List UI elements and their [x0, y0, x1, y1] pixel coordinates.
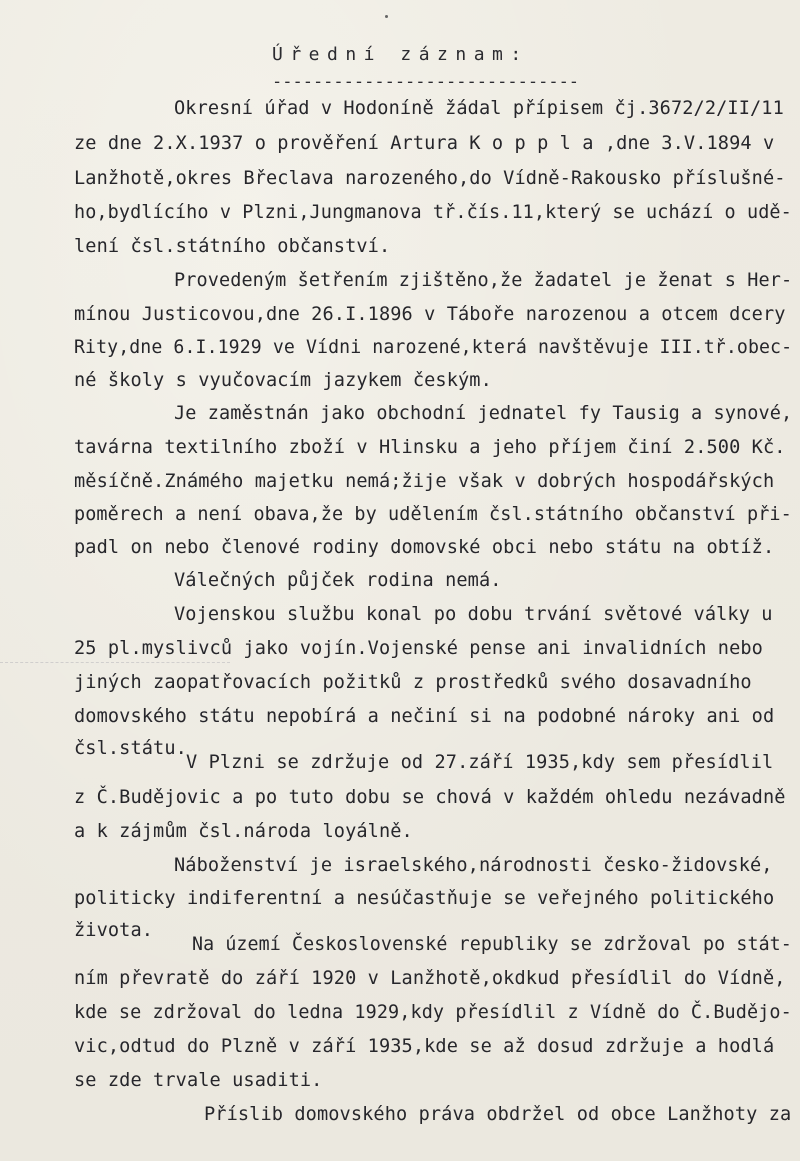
text-line: ho,bydlícího v Plzni,Jungmanova tř.čís.11,který se uchází o udě-	[74, 202, 792, 223]
text-line: ze dne 2.X.1937 o prověření Artura K o p p l a ,dne 3.V.1894 v	[74, 133, 775, 154]
title-underline: ------------------------------	[272, 72, 580, 92]
text-line: Provedeným šetřením zjištěno,že žadatel je ženat s Her-	[174, 270, 793, 291]
text-line: Vojenskou službu konal po dobu trvání světové války u	[174, 604, 773, 625]
text-line: jiných zaopatřovacích požitků z prostředků svého dosavadního	[74, 672, 752, 693]
text-line: čsl.státu.	[74, 738, 187, 759]
text-line: mínou Justicovou,dne 26.I.1896 v Táboře narozenou a otcem dcery	[74, 304, 786, 325]
text-line: měsíčně.Známého majetku nemá;žije však v dobrých hospodářských	[74, 471, 775, 492]
text-line: padl on nebo členové rodiny domovské obci nebo státu na obtíž.	[74, 537, 775, 558]
text-line: V Plzni se zdržuje od 27.září 1935,kdy sem přesídlil	[186, 752, 774, 773]
text-line: né školy s vyučovacím jazykem českým.	[74, 370, 492, 391]
text-line: z Č.Budějovic a po tuto dobu se chová v každém ohledu nezávadně	[74, 787, 786, 808]
text-line: Válečných půjček rodina nemá.	[174, 570, 502, 591]
text-line: domovského státu nepobírá a nečiní si na podobné nároky ani od	[74, 706, 775, 727]
text-line: Lanžhotě,okres Břeclava narozeného,do Vídně-Rakousko příslušné-	[74, 168, 786, 189]
text-line: 25 pl.myslivců jako vojín.Vojenské pense ani invalidních nebo	[74, 638, 763, 659]
text-line: života.	[74, 920, 154, 941]
text-line: kde se zdržoval do ledna 1929,kdy přesídlil z Vídně do Č.Budějo-	[74, 1002, 792, 1023]
text-line: Náboženství je israelského,národnosti česko-židovské,	[174, 855, 773, 876]
paper-speck	[385, 15, 388, 18]
text-line: politicky indiferentní a nesúčastňuje se veřejného politického	[74, 888, 775, 909]
text-line: Na území Československé republiky se zdržoval po stát-	[192, 934, 792, 955]
text-line: Rity,dne 6.I.1929 ve Vídni narozené,která navštěvuje III.tř.obec-	[74, 337, 793, 358]
text-line: Okresní úřad v Hodoníně žádal přípisem čj.3672/2/II/11	[174, 98, 784, 119]
text-line: poměrech a není obava,že by udělením čsl.státního občanství při-	[74, 504, 792, 525]
fold-mark	[0, 662, 230, 663]
text-line: lení čsl.státního občanství.	[74, 236, 391, 257]
text-line: vic,odtud do Plzně v září 1935,kde se až dosud zdržuje a hodlá	[74, 1036, 775, 1057]
document-title: Úřední záznam:	[272, 44, 529, 65]
text-line: tavárna textilního zboží v Hlinsku a jeho příjem činí 2.500 Kč.	[74, 437, 786, 458]
text-line: se zde trvale usaditi.	[74, 1070, 323, 1091]
text-line: Příslib domovského práva obdržel od obce Lanžhoty za	[204, 1104, 792, 1125]
text-line: Je zaměstnán jako obchodní jednatel fy Tausig a synové,	[174, 403, 793, 424]
text-line: a k zájmům čsl.národa loyálně.	[74, 821, 413, 842]
text-line: ním převratě do září 1920 v Lanžhotě,okdkud přesídlil do Vídně,	[74, 968, 786, 989]
